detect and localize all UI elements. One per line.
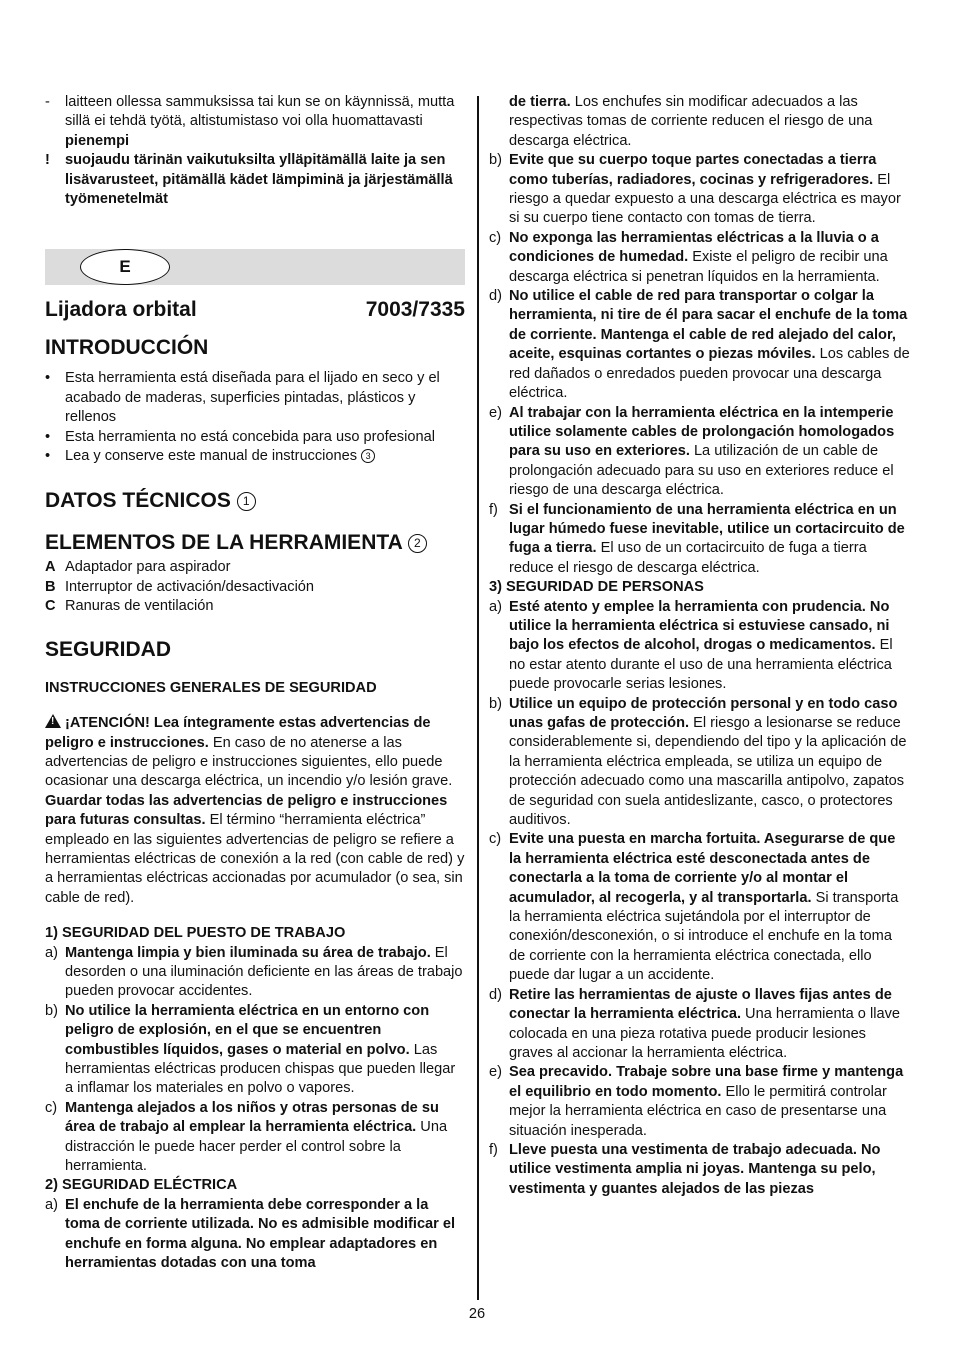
electrical-item: a) El enchufe de la herramienta debe corresponder a la toma de corriente utilizada. No es admisible modificar el enchufe en forma alguna. No emplear adaptadores en herramientas dotadas con una toma: [45, 1196, 456, 1272]
fi-dash-text: laitteen ollessa sammuksissa tai kun se on käynnissä, mutta sillä ei tehdä työtä, altistumistaso voi olla huomattavasti: [65, 94, 455, 130]
intro-bullet: • Lea y conserve este manual de instrucciones 3: [45, 447, 465, 466]
page-number: 26: [468, 1306, 486, 1322]
workplace-item: c) Mantenga alejados a los niños y otras personas de su área de trabajo al emplear la herramienta eléctrica. Una distracción le puede hacer perder el control sobre la herramienta.: [45, 1099, 448, 1175]
workplace-item: b) No utilice la herramienta eléctrica en un entorno con peligro de explosión, en el que se encuentren combustibles líquidos, gases o material en polvo. Las herramientas eléctricas producen chispas que pueden llegar a inflamar los materiales en polvo o vapores.: [45, 1002, 456, 1097]
element-item: B Interruptor de activación/desactivación: [45, 578, 315, 595]
personal-item: a) Esté atento y emplee la herramienta con prudencia. No utilice la herramienta eléctrica si estuviese cansado, ni bajo los efectos de alcohol, drogas o medicamentos. El no estar atento durante el uso de una herramienta eléctrica puede provocarle serias lesiones.: [489, 598, 893, 693]
figure-ref: 3: [361, 449, 375, 463]
personal-item: b) Utilice un equipo de protección personal y en todo caso unas gafas de protección. El riesgo a lesionarse se reduce considerablemente si, dependiendo del tipo y la aplicación de la herramienta eléctrica empleada, se utiliza un equipo de protección adecuado como una mascarilla antipolvo, zapatos de seguridad con suela antideslizante, casco, o protectores auditivos.: [489, 695, 907, 829]
safety-heading: SEGURIDAD: [45, 637, 172, 661]
language-bar: [45, 249, 465, 285]
intro-bullet: • Esta herramienta está diseñada para el lijado en seco y el acabado de maderas, superficies pintadas, plásticos y rellenos: [45, 370, 440, 426]
personal-item: f) Lleve puesta una vestimenta de trabajo adecuada. No utilice vestimenta amplia ni joyas. Mantenga su pelo, vestimenta y guantes alejados de las piezas: [489, 1141, 881, 1197]
personal-item: d) Retire las herramientas de ajuste o llaves fijas antes de conectar la herramienta eléctrica. Una herramienta o llave colocada en una pieza rotativa puede producir lesiones graves al accionar la herramienta eléctrica.: [489, 986, 900, 1061]
language-badge: E: [80, 249, 170, 285]
left-column: [45, 93, 465, 1273]
elements-heading: ELEMENTOS DE LA HERRAMIENTA 2: [45, 530, 465, 556]
figure-ref: 2: [408, 534, 427, 553]
fi-bang-item: [45, 151, 465, 209]
intro-bullet: • Esta herramienta no está concebida para uso profesional: [45, 428, 435, 445]
general-safety-heading: INSTRUCCIONES GENERALES DE SEGURIDAD: [45, 679, 377, 696]
electrical-item: d) No utilice el cable de red para transportar o colgar la herramienta, ni tire de él para sacar el enchufe de la toma de corriente. Mantenga el cable de red alejado del calor, aceite, esquinas cortantes o piezas móviles. Los cables de red dañados o enredados pueden provocar una descarga eléctrica.: [489, 288, 910, 402]
electrical-item: f) Si el funcionamiento de una herramienta eléctrica en un lugar húmedo fuese inevitable, utilice un cortacircuito de fuga a tierra. El uso de un cortacircuito de fuga a tierra reduce el riesgo de descarga eléctrica.: [489, 501, 905, 576]
right-column: [489, 93, 911, 1199]
electrical-item-continued: de tierra. Los enchufes sin modificar adecuados a las respectivas tomas de corriente reducen el riesgo de una descarga eléctrica.: [509, 94, 873, 149]
personal-item: c) Evite una puesta en marcha fortuita. Asegurarse de que la herramienta eléctrica esté desconectada antes de conectarla a la toma de corriente y/o al montar el acumulador, al recogerla, y al transportarla. Si transporta la herramienta eléctrica sujetándola por el interruptor de conexión/desconexión, o si introduce el enchufe en la toma de corriente con la herramienta eléctrica conectada, ello puede dar lugar a un accidente.: [489, 831, 899, 984]
fi-bang-text: suojaudu tärinän vaikutuksilta ylläpitämällä laite ja sen lisävarusteet, pitämällä kädet lämpiminä ja järjestämällä työmenetelmät: [65, 152, 453, 208]
column-divider: [477, 96, 479, 1300]
fi-dash-item: [45, 93, 465, 151]
intro-heading: INTRODUCCIÓN: [45, 336, 209, 360]
product-title-row: [45, 297, 465, 323]
figure-ref: 1: [237, 492, 256, 511]
electrical-item: e) Al trabajar con la herramienta eléctrica en la intemperie utilice solamente cables de prolongación homologados para su uso en exteriores. La utilización de un cable de prolongación adecuado para su uso en exteriores reduce el riesgo de una descarga eléctrica.: [489, 404, 895, 499]
fi-dash-bold: pienempi: [65, 132, 130, 149]
warning-icon: [45, 714, 61, 728]
workplace-heading: 1) SEGURIDAD DEL PUESTO DE TRABAJO: [45, 925, 346, 942]
workplace-item: a) Mantenga limpia y bien iluminada su área de trabajo. El desorden o una iluminación deficiente en las áreas de trabajo pueden provocar accidentes.: [45, 944, 463, 1000]
product-model: 7003/7335: [365, 298, 465, 322]
personal-safety-heading: 3) SEGURIDAD DE PERSONAS: [489, 579, 704, 596]
personal-item: e) Sea precavido. Trabaje sobre una base firme y mantenga el equilibrio en todo momento. Ello le permitirá controlar mejor la herramienta eléctrica en caso de presentarse una situación inesperada.: [489, 1064, 904, 1139]
electrical-item: b) Evite que su cuerpo toque partes conectadas a tierra como tuberías, radiadores, cocinas y refrigeradores. El riesgo a quedar expuesto a una descarga eléctrica es mayor si su cuerpo tiene contacto con tomas de tierra.: [489, 152, 901, 227]
element-item: A Adaptador para aspirador: [45, 559, 231, 576]
product-name: Lijadora orbital: [45, 298, 197, 322]
warning-paragraph: !¡ATENCIÓN! Lea íntegramente estas advertencias de peligro e instrucciones. En caso de no atenerse a las advertencias de peligro e instrucciones siguientes, ello puede ocasionar una descarga eléctrica, un incendio y/o lesión grave. Guardar todas las advertencias de peligro e instrucciones para futuras consultas. El término “herramienta eléctrica” empleado en las siguientes advertencias de peligro se refiere a herramientas eléctricas de conexión a la red (con cable de red) y a herramientas eléctricas accionadas por acumulador (o sea, sin cable de red).: [45, 714, 465, 908]
electrical-heading: 2) SEGURIDAD ELÉCTRICA: [45, 1177, 238, 1194]
element-item: C Ranuras de ventilación: [45, 598, 214, 615]
tech-data-heading: DATOS TÉCNICOS 1: [45, 488, 465, 514]
electrical-item: c) No exponga las herramientas eléctricas a la lluvia o a condiciones de humedad. Existe el peligro de recibir una descarga eléctrica si penetran líquidos en la herramienta.: [489, 229, 888, 285]
list-marker: -: [45, 94, 50, 110]
list-marker: !: [45, 152, 50, 169]
